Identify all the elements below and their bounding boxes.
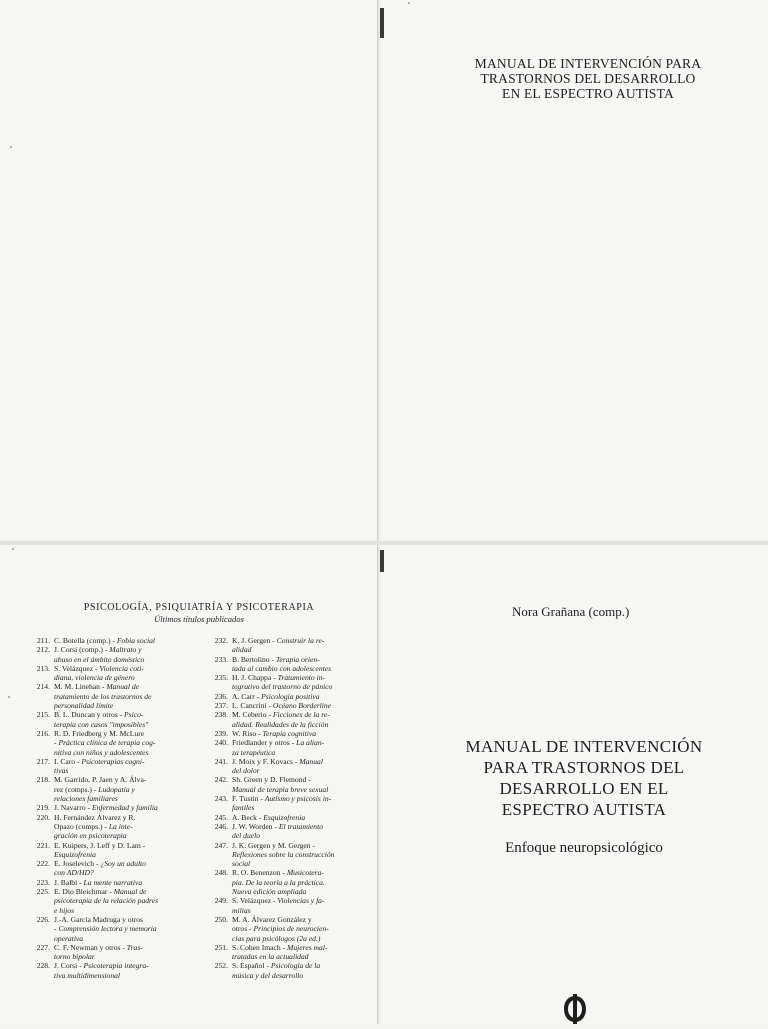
catalog-entry <box>196 692 364 701</box>
catalog-entry-line <box>232 682 364 691</box>
catalog-entry <box>196 868 364 896</box>
catalog-entry-number: 213. <box>36 663 50 673</box>
catalog-entry <box>18 943 186 962</box>
catalog-entry-line <box>232 915 364 924</box>
catalog-entry-title: Violencia coti- <box>99 663 144 673</box>
catalog-entry-title: diana, violencia de género <box>54 673 135 683</box>
catalog-entry-line <box>54 878 186 887</box>
catalog-entry-line <box>54 692 186 701</box>
catalog-entry-line <box>54 794 186 803</box>
catalog-entry-author: L. Cancrini - <box>232 701 273 711</box>
catalog-entry-title: tratamiento de los trastornos de <box>54 691 152 701</box>
catalog-entry-number: 239. <box>214 728 228 738</box>
catalog-entry-title: La inte- <box>108 821 133 831</box>
catalog-entry-author: J. Corsi (comp.) - <box>54 645 110 655</box>
catalog-entry-title: del duelo <box>232 831 261 841</box>
catalog-entry-line <box>232 924 364 933</box>
catalog-entry-title: Musicotera- <box>286 868 324 878</box>
catalog-entry-title: Maltrato y <box>109 645 142 655</box>
catalog-entry-title: Psicoterapias cogni- <box>81 756 145 766</box>
catalog-entry-title: Psico- <box>124 710 144 720</box>
catalog-entry-number: 235. <box>214 673 228 683</box>
catalog-entry <box>196 729 364 738</box>
catalog-entry-line <box>232 952 364 961</box>
catalog-entry-line <box>54 729 186 738</box>
catalog-entry <box>18 710 186 729</box>
catalog-entry-line <box>54 831 186 840</box>
catalog-entry <box>196 775 364 794</box>
catalog-entry-author: B. Bertolino - <box>232 654 276 664</box>
catalog-entry-title: Terapia cognitiva <box>262 728 317 738</box>
catalog-entry-line <box>54 841 186 850</box>
catalog-entry-number: 248. <box>214 868 228 878</box>
catalog-entry-line <box>54 673 186 682</box>
catalog-entry-line <box>232 655 364 664</box>
catalog-entry-title: Océano Borderline <box>272 701 332 711</box>
catalog-entry <box>18 682 186 710</box>
catalog-entry-line <box>54 720 186 729</box>
catalog-entry-title: Comprensión lectora y memoria <box>58 924 157 934</box>
catalog-entry-line <box>232 961 364 970</box>
catalog-entry <box>18 841 186 860</box>
catalog-entry-author: I. Caro - <box>54 756 82 766</box>
catalog-entry-title: tratadas en la actualidad <box>232 952 309 962</box>
catalog-entry-title: tegrativo del trastorno de pánico <box>232 682 333 692</box>
catalog-entry-title: Fobia social <box>116 636 156 645</box>
catalog-entry <box>18 757 186 776</box>
catalog-entry-title: Manual de <box>113 887 147 897</box>
series-header <box>40 602 358 625</box>
catalog-entry-title: psicoterapia de la relación padres <box>54 896 159 906</box>
catalog-entry-author: R. O. Benenzon - <box>232 868 287 878</box>
catalog-entry <box>196 673 364 692</box>
catalog-entry-title: El tratamiento <box>278 821 324 831</box>
catalog-entry-line <box>232 850 364 859</box>
catalog-entry-line <box>54 803 186 812</box>
catalog-entry-line <box>232 729 364 738</box>
catalog-entry-author: M. Garrido, P. Jaen y A. Álva- <box>54 775 147 785</box>
catalog-entry-line <box>232 664 364 673</box>
book-title-line: DESARROLLO EN EL <box>499 779 669 798</box>
catalog-entry-line <box>232 896 364 905</box>
catalog-entry-author: M. A. Álvarez González y <box>232 914 312 924</box>
catalog-entry-number: 220. <box>36 812 50 822</box>
catalog-entry-line <box>54 701 186 710</box>
catalog-entry-number: 249. <box>214 896 228 906</box>
catalog-entry-number: 211. <box>36 636 50 645</box>
blank-page-top-left <box>0 0 378 541</box>
catalog-entry-author: E. Kuipers, J. Leff y D. Lam - <box>54 840 146 850</box>
catalog-entry-line <box>54 859 186 868</box>
catalog-entry-line <box>54 682 186 691</box>
catalog-entry <box>196 710 364 729</box>
catalog-entry-title: milias <box>232 905 251 915</box>
scan-speck <box>408 2 410 4</box>
catalog-entry-author: C. Botella (comp.) - <box>54 636 117 645</box>
catalog-entry <box>196 655 364 674</box>
catalog-entry-title: Tras- <box>126 942 143 952</box>
catalog-entry-line <box>54 664 186 673</box>
catalog-entry-title: La alian- <box>296 738 325 748</box>
half-title-line: TRASTORNOS DEL DESARROLLO <box>480 71 696 86</box>
catalog-entry <box>18 664 186 683</box>
binding-mark-top <box>380 8 384 38</box>
catalog-entry-title: personalidad límite <box>54 701 114 711</box>
catalog-entry-author: H. J. Chappa - <box>232 673 278 683</box>
catalog-entry-number: 252. <box>214 961 228 971</box>
publisher-logo-icon <box>560 994 590 1024</box>
catalog-entry-number: 251. <box>214 942 228 952</box>
catalog-entry-line <box>232 906 364 915</box>
catalog-entry-number: 243. <box>214 794 228 804</box>
catalog-entry-title: tada al cambio con adolescentes <box>232 663 332 673</box>
catalog-entry-author: F. Tustin - <box>232 794 265 804</box>
catalog-column-right <box>196 636 364 980</box>
catalog-entry-line <box>232 934 364 943</box>
catalog-entry-author: J.-A. García Madruga y otros <box>54 914 143 924</box>
catalog-entry-line <box>54 710 186 719</box>
half-title <box>428 56 748 101</box>
catalog-entry-line <box>54 738 186 747</box>
catalog-entry-line <box>232 738 364 747</box>
catalog-entry-title: Nueva edición ampliada <box>232 887 307 897</box>
catalog-entry-line <box>232 701 364 710</box>
catalog-entry <box>196 841 364 869</box>
catalog-entry-author: C. F. Newman y otros - <box>54 942 127 952</box>
catalog-entry-title: Práctica clínica de terapia cog- <box>58 738 156 748</box>
catalog-entry-author: J. Corsi - <box>54 961 84 971</box>
catalog-entry-title: Terapia orien- <box>275 654 320 664</box>
catalog-entry-line <box>54 822 186 831</box>
catalog-entry-number: 219. <box>36 803 50 813</box>
catalog-entry-title: Esquizofrenia <box>263 812 306 822</box>
catalog-entry <box>18 775 186 803</box>
catalog-entry-line <box>232 859 364 868</box>
catalog-entry-author: S. Cohen Imach - <box>232 942 288 952</box>
catalog-entry-line <box>232 645 364 654</box>
catalog-entry-number: 236. <box>214 691 228 701</box>
catalog-entry-title: za terapéutica <box>232 747 276 757</box>
catalog-entry-number: 216. <box>36 728 50 738</box>
catalog-entry-line <box>54 868 186 877</box>
catalog-entry <box>196 896 364 915</box>
catalog-entry-author: J. Navarro - <box>54 803 92 813</box>
catalog-entry-title: fantiles <box>232 803 255 813</box>
catalog-entry-title: Manual de <box>106 682 140 692</box>
catalog-entry-number: 233. <box>214 654 228 664</box>
catalog-entry-line <box>54 906 186 915</box>
catalog-entry <box>196 757 364 776</box>
catalog-entry-author: A. Carr - <box>232 691 262 701</box>
catalog-entry-line <box>232 757 364 766</box>
catalog-entry-author: S. Velázquez - <box>54 663 100 673</box>
catalog-entry-title: con AD/HD? <box>54 868 94 878</box>
book-title-line: ESPECTRO AUTISTA <box>501 800 667 819</box>
catalog-entry-line <box>232 822 364 831</box>
catalog-entry-line <box>232 887 364 896</box>
catalog-entry-number: 227. <box>36 942 50 952</box>
binding-mark-bottom <box>380 550 384 572</box>
catalog-entry-author: Sh. Green y D. Flemond - <box>232 775 311 785</box>
catalog-entry-author: Friedlander y otros - <box>232 738 297 748</box>
catalog-entry-author: otros - <box>232 924 254 934</box>
catalog-entry <box>196 915 364 943</box>
catalog-entry-title: Enfermedad y familia <box>91 803 158 813</box>
catalog-entry-title: Ficciones de la re- <box>272 710 330 720</box>
catalog-entry-title: del dolor <box>232 766 260 776</box>
catalog-entry-line <box>232 803 364 812</box>
catalog-entry <box>196 794 364 813</box>
catalog-entry-author: E. Dio Bleichmar - <box>54 887 114 897</box>
catalog-entry <box>18 803 186 812</box>
catalog-entry-title: torno bipolar <box>54 952 95 962</box>
catalog-entry-number: 217. <box>36 756 50 766</box>
catalog-entry <box>196 943 364 962</box>
scan-speck <box>8 696 10 698</box>
catalog-entry-title: alidad. Realidades de la ficción <box>232 719 329 729</box>
catalog-entry-number: 223. <box>36 877 50 887</box>
catalog-entry-line <box>54 748 186 757</box>
catalog-entry-line <box>232 794 364 803</box>
catalog-entry-title: Psicología de la <box>270 961 321 971</box>
catalog-entry-number: 225. <box>36 887 50 897</box>
catalog-entry-line <box>232 868 364 877</box>
series-subtitle: Últimos títulos publicados <box>154 614 244 624</box>
catalog-entry <box>196 636 364 655</box>
catalog-entry <box>196 701 364 710</box>
catalog-entry-title: Mujeres mal- <box>287 942 328 952</box>
catalog-entry <box>18 729 186 757</box>
catalog-entry-author: S. Español - <box>232 961 271 971</box>
catalog-entry-title: tiva multidimensional <box>54 970 121 980</box>
catalog-entry-line <box>54 915 186 924</box>
catalog-entry-line <box>54 645 186 654</box>
catalog-entry-author: J. K. Gergen y M. Gergen - <box>232 840 316 850</box>
catalog-entry-number: 240. <box>214 738 228 748</box>
catalog-entry-line <box>232 775 364 784</box>
catalog-entry-title: abuso en el ámbito doméstico <box>54 654 145 664</box>
catalog-entry-line <box>54 924 186 933</box>
catalog-entry-author: E. Joselevich - <box>54 859 101 869</box>
catalog-entry-title: Violencias y fa- <box>277 896 325 906</box>
catalog-entry <box>18 859 186 878</box>
catalog-entry-line <box>232 720 364 729</box>
catalog-entry-title: Tratamiento in- <box>277 673 326 683</box>
catalog-entry-title: nitiva con niños y adolescentes <box>54 747 149 757</box>
catalog-entry-title: Construir la re- <box>276 636 325 645</box>
series-title: PSICOLOGÍA, PSIQUIATRÍA Y PSICOTERAPIA <box>83 602 315 613</box>
catalog-entry-author: W. Riso - <box>232 728 263 738</box>
catalog-entry-number: 215. <box>36 710 50 720</box>
catalog-entry-number: 222. <box>36 859 50 869</box>
catalog-entry-number: 238. <box>214 710 228 720</box>
catalog-entry <box>196 738 364 757</box>
catalog-entry <box>196 961 364 980</box>
catalog-entry-line <box>54 785 186 794</box>
catalog-entry-author: S. Velázquez - <box>232 896 278 906</box>
book-subtitle: Enfoque neuropsicológico <box>505 840 663 856</box>
catalog-entry-title: Esquizofrenia <box>54 849 96 859</box>
catalog-entry-line <box>54 775 186 784</box>
catalog-entry-line <box>54 943 186 952</box>
catalog-entry-title: Manual de terapia breve sexual <box>232 784 329 794</box>
catalog-entry-line <box>54 952 186 961</box>
catalog-entry-title: gración en psicoterapia <box>54 831 127 841</box>
scan-divider <box>0 541 768 545</box>
catalog-entry-author: B. L. Duncan y otros - <box>54 710 125 720</box>
catalog-entry <box>196 813 364 822</box>
catalog-entry-title: pia. De la teoría a la práctica. <box>232 877 325 887</box>
catalog-entry-line <box>54 655 186 664</box>
catalog-entry-number: 221. <box>36 840 50 850</box>
catalog-entry-line <box>232 878 364 887</box>
catalog-entry-number: 214. <box>36 682 50 692</box>
catalog-entry-number: 232. <box>214 636 228 645</box>
catalog-entry-line <box>54 757 186 766</box>
catalog-entry <box>196 822 364 841</box>
catalog-entry-title: terapia con casos "imposibles" <box>54 719 149 729</box>
catalog-entry <box>18 636 186 645</box>
author-name: Nora Grañana (comp.) <box>512 604 630 619</box>
catalog-entry-title: social <box>232 859 251 869</box>
catalog-entry-line <box>54 636 186 645</box>
catalog-entry-number: 228. <box>36 961 50 971</box>
catalog-entry-number: 226. <box>36 914 50 924</box>
catalog-column-left <box>18 636 186 980</box>
catalog-entry-author: Opazo (comps.) - <box>54 821 109 831</box>
catalog-entry-author: - <box>54 738 59 748</box>
catalog-entry-title: ¿Soy un adulto <box>100 859 146 869</box>
catalog-entry-line <box>232 943 364 952</box>
catalog-entry-author: J. Balbi - <box>54 877 84 887</box>
catalog-entry <box>18 915 186 943</box>
catalog-entry-title: relaciones familiares <box>54 794 118 804</box>
catalog-entry-author: H. Fernández Álvarez y R. <box>54 812 136 822</box>
catalog-entry-author: M. Ceberio - <box>232 710 273 720</box>
catalog-entry-line <box>232 748 364 757</box>
catalog-entry-author: - <box>54 924 59 934</box>
catalog-entry-title: Psicoterapia integra- <box>83 961 149 971</box>
catalog-entry-line <box>54 971 186 980</box>
catalog-entry-line <box>232 813 364 822</box>
catalog-entry-title: alidad <box>232 645 252 655</box>
catalog-entry-author: J. W. Worden - <box>232 821 279 831</box>
catalog-entry-title: música y del desarrollo <box>232 970 304 980</box>
book-title <box>448 736 720 820</box>
catalog-entry-author: J. Moix y F. Kovacs - <box>232 756 300 766</box>
catalog-entry-number: 241. <box>214 756 228 766</box>
scan-speck <box>12 548 14 550</box>
catalog-entry-author: rez (comps.) - <box>54 784 99 794</box>
half-title-line: MANUAL DE INTERVENCIÓN PARA <box>474 56 702 71</box>
catalog-entry-title: Reflexiones sobre la construcción <box>232 849 335 859</box>
catalog-entry-number: 237. <box>214 701 228 711</box>
catalog-entry <box>18 887 186 915</box>
catalog-entry-number: 250. <box>214 914 228 924</box>
catalog-entry <box>18 813 186 841</box>
catalog-entry-line <box>54 934 186 943</box>
catalog-entry-line <box>54 896 186 905</box>
catalog-entry-author: A. Beck - <box>232 812 264 822</box>
catalog-entry-title: Ludopatía y <box>98 784 135 794</box>
book-gutter <box>377 0 380 1024</box>
catalog-entry-number: 247. <box>214 840 228 850</box>
catalog-entry-line <box>232 831 364 840</box>
catalog-entry-title: Autismo y psicosis in- <box>264 794 332 804</box>
catalog-entry-author: K. J. Gergen - <box>232 636 277 645</box>
catalog-entry-title: Principios de neurocien- <box>253 924 329 934</box>
catalog-entry-title: e hijos <box>54 905 75 915</box>
catalog-entry-number: 245. <box>214 812 228 822</box>
catalog-entry-title: Manual <box>299 756 323 766</box>
scan-speck <box>10 146 12 148</box>
catalog-entry-number: 242. <box>214 775 228 785</box>
catalog-entry-line <box>232 971 364 980</box>
catalog-entry <box>18 878 186 887</box>
catalog-entry <box>18 645 186 664</box>
book-title-line: MANUAL DE INTERVENCIÓN <box>465 737 703 756</box>
catalog-entry-line <box>232 710 364 719</box>
catalog-entry-line <box>232 766 364 775</box>
catalog-entry-title: tivas <box>54 766 69 776</box>
half-title-line: EN EL ESPECTRO AUTISTA <box>502 86 674 101</box>
catalog-entry-line <box>54 813 186 822</box>
catalog-entry-author: R. D. Friedberg y M. McLure <box>54 728 145 738</box>
catalog-entry-line <box>232 841 364 850</box>
catalog-entry-line <box>54 850 186 859</box>
catalog-entry-title: La mente narrativa <box>83 877 143 887</box>
catalog-entry-number: 212. <box>36 645 50 655</box>
catalog-entry-line <box>54 887 186 896</box>
catalog-entry-line <box>54 961 186 970</box>
catalog-entry-line <box>232 692 364 701</box>
catalog-entry-line <box>232 785 364 794</box>
catalog-entry-title: Psicología positiva <box>261 691 320 701</box>
catalog-entry-title: cias para psicólogos (2a ed.) <box>232 933 321 943</box>
catalog-entry-number: 246. <box>214 821 228 831</box>
catalog-entry-author: M. M. Linehan - <box>54 682 107 692</box>
catalog-entry-title: operativa <box>54 933 84 943</box>
catalog-entry <box>18 961 186 980</box>
book-title-line: PARA TRASTORNOS DEL <box>483 758 685 777</box>
catalog-entry-line <box>232 636 364 645</box>
catalog-entry-line <box>232 673 364 682</box>
catalog-entry-number: 218. <box>36 775 50 785</box>
